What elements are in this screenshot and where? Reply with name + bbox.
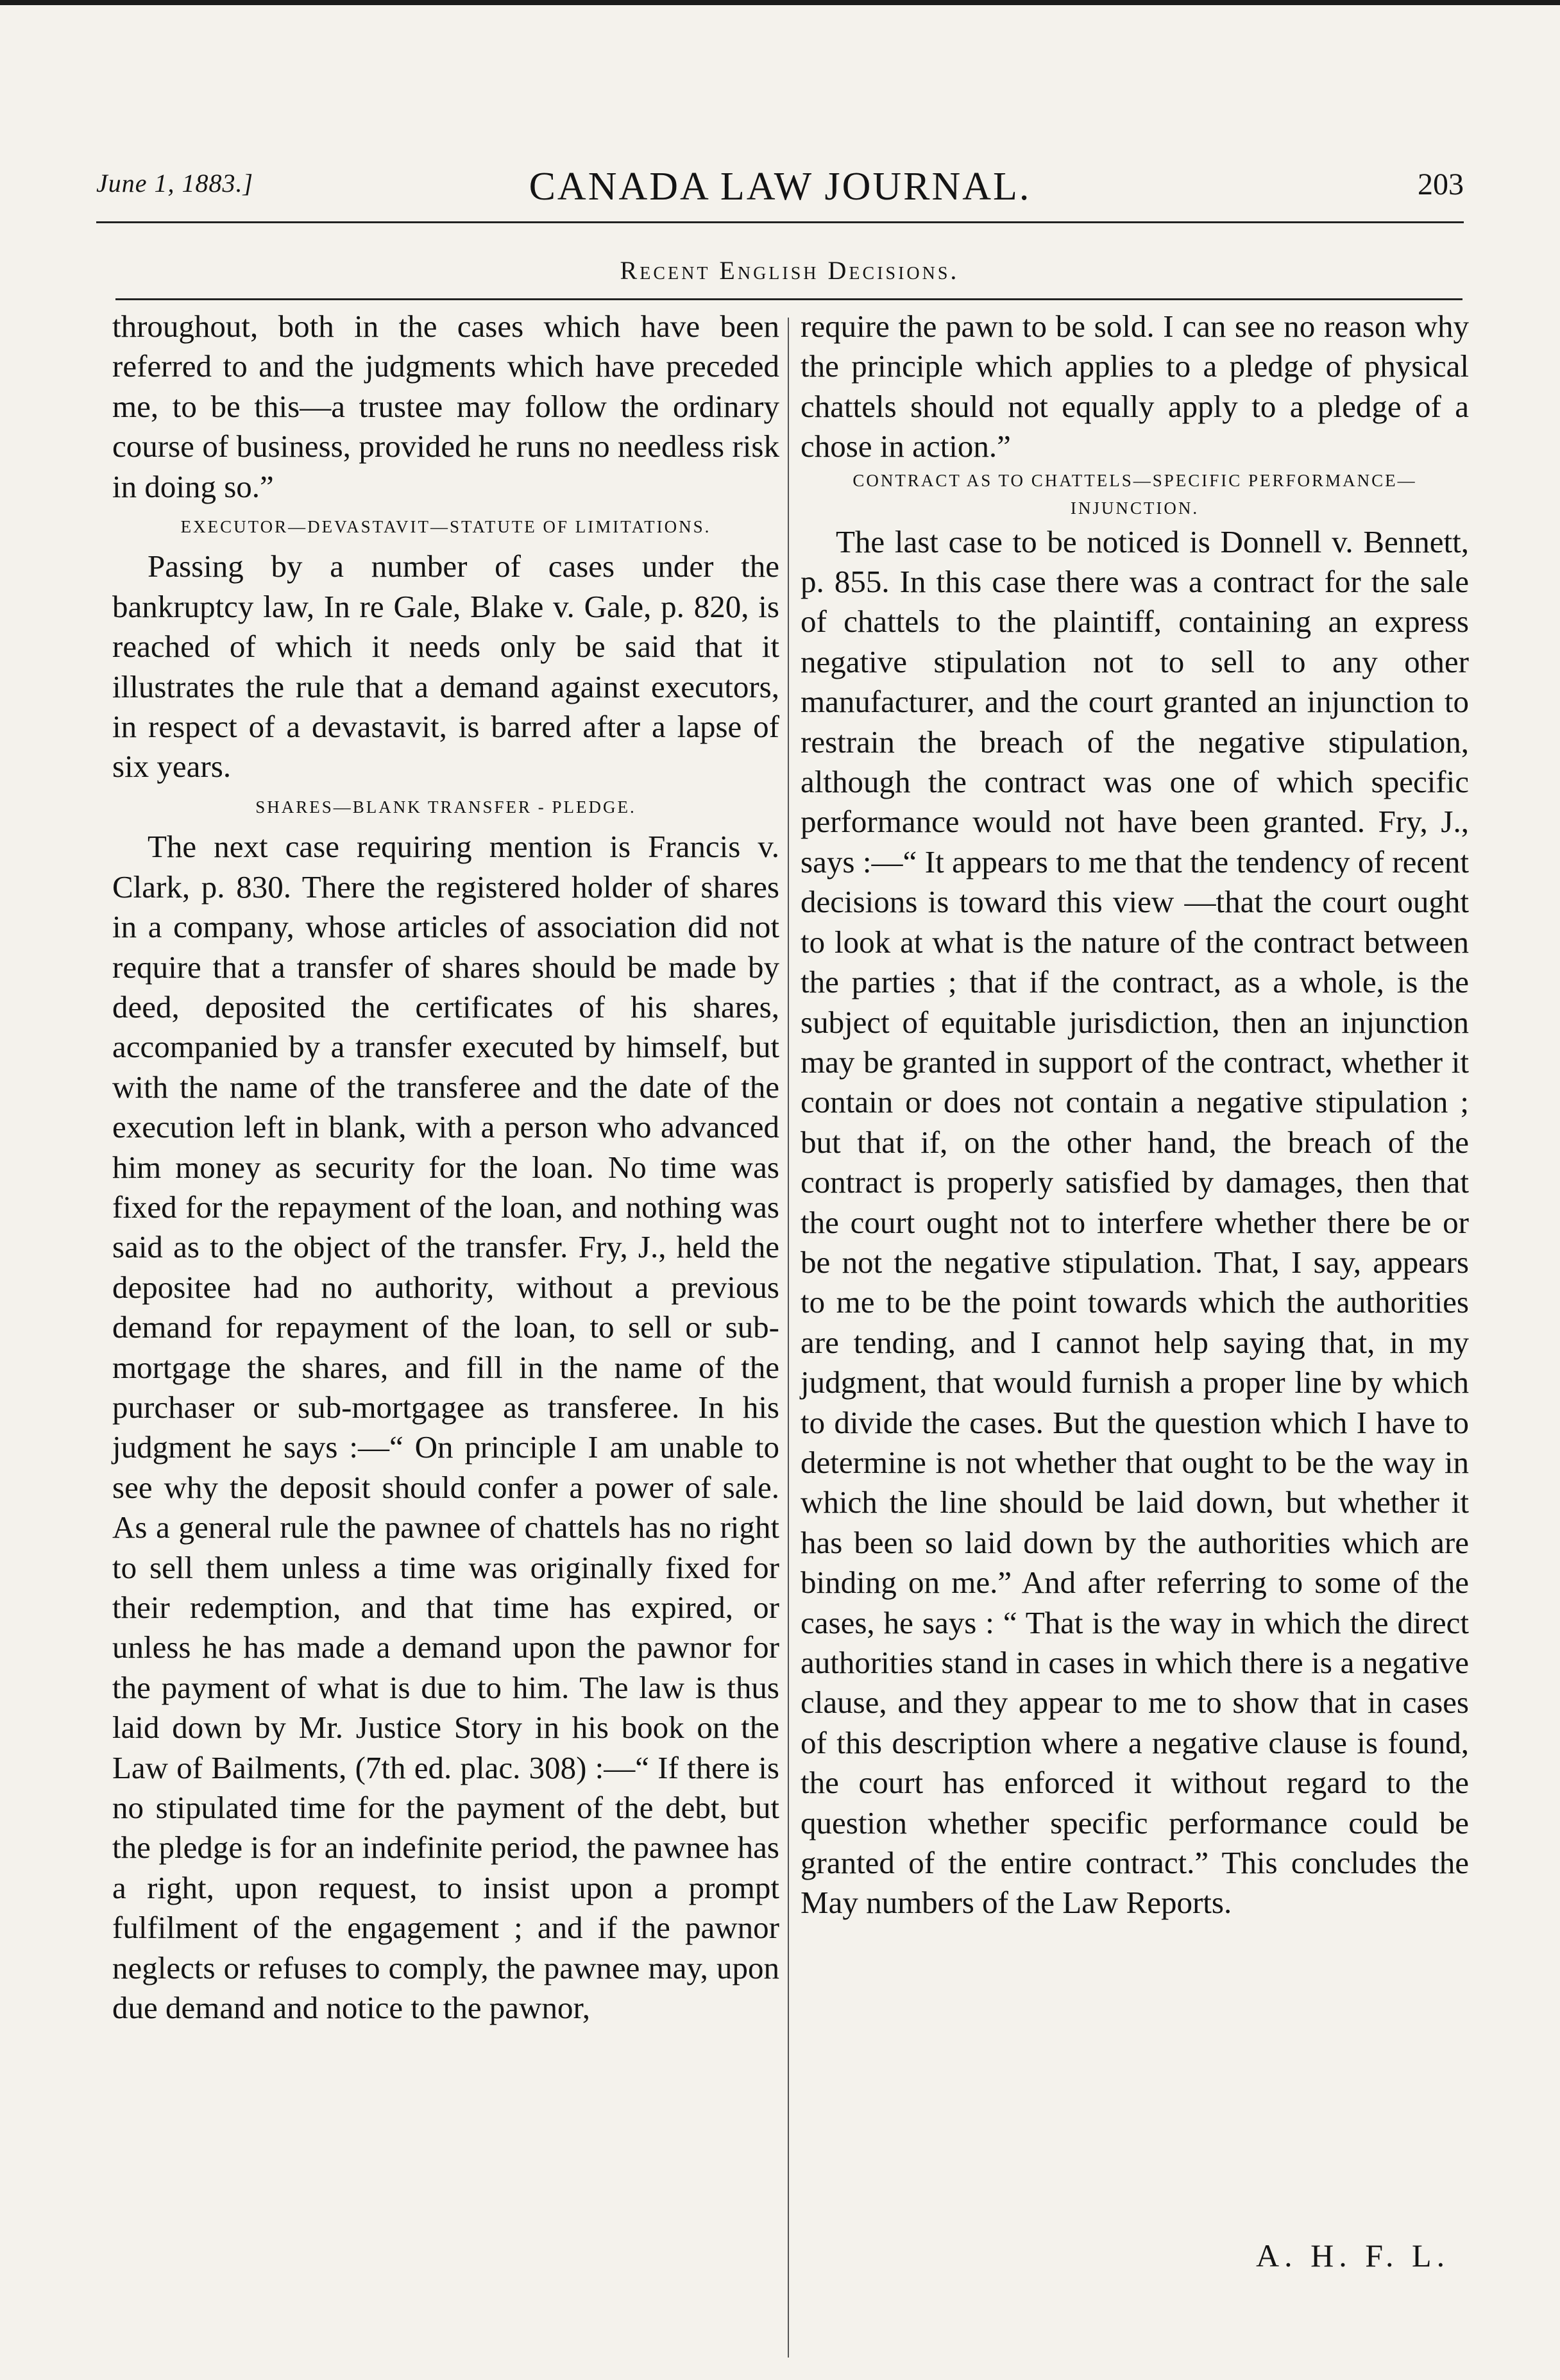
top-edge-rule bbox=[0, 0, 1560, 5]
right-column bbox=[801, 307, 1469, 1923]
left-column bbox=[112, 307, 779, 2028]
section-title: Recent English Decisions. bbox=[620, 256, 960, 285]
header-date: June 1, 1883.] bbox=[96, 169, 254, 198]
section-rule bbox=[115, 298, 1462, 300]
left-paragraph-3: The next case requiring mention is Francis v. Clark, p. 830. There the registered holder of shares in a company, whose articles of association did not require that a transfer of shares should be made by deed, deposited the certificates of his shares, accompanied by a transfer executed by himself, but with the name of the transferee and the date of the execution left in blank, with a person who advanced him money as security for the loan. No time was fixed for the repayment of the loan, and nothing was said as to the object of the transfer. Fry, J., held the depositee had no authority, without a previous demand for repayment of the loan, to sell or sub-mortgage the shares, and fill in the name of the purchaser or sub-mortgagee as transferee. In his judgment he says :—“ On principle I am unable to see why the deposit should confer a power of sale. As a general rule the pawnee of chattels has no right to sell them unless a time was originally fixed for their redemption, and that time has expired, or unless he has made a demand upon the pawnor for the payment of what is due to him. The law is thus laid down by Mr. Justice Story in his book on the Law of Bailments, (7th ed. plac. 308) :—“ If there is no stipulated time for the payment of the debt, but the pledge is for an indefinite period, the pawnee has a right, upon request, to insist upon a prompt fulfilment of the engagement ; and if the pawnor neglects or refuses to comply, the pawnee may, upon due demand and notice to the pawnor, bbox=[112, 829, 779, 2026]
left-paragraph-1: throughout, both in the cases which have been referred to and the judgments which have preceded me, to be this—a trustee may follow the ordinary course of business, provided he runs no needless risk in doing so.” bbox=[112, 309, 779, 504]
subheading-shares-blank-transfer: SHARES—BLANK TRANSFER - PLEDGE. bbox=[255, 797, 636, 817]
author-signature: A. H. F. L. bbox=[1256, 2238, 1450, 2274]
header-rule bbox=[96, 221, 1464, 223]
right-paragraph-1: require the pawn to be sold. I can see no reason why the principle which applies to a pledge of physical chattels should not equally apply to a pledge of a chose in action.” bbox=[801, 309, 1469, 464]
subheading-executor-devastavit: EXECUTOR—DEVASTAVIT—STATUTE OF LIMITATIONS. bbox=[180, 517, 711, 537]
page-number: 203 bbox=[1418, 167, 1464, 201]
column-divider bbox=[788, 318, 789, 2358]
running-header bbox=[96, 162, 1464, 213]
right-paragraph-2: The last case to be noticed is Donnell v. Bennett, p. 855. In this case there was a contract for the sale of chattels to the plaintiff, containing an express negative stipulation not to sell to any other manufacturer, and the court granted an injunction to restrain the breach of the negative stipulation, although the contract was one of which specific performance would not have been granted. Fry, J., says :—“ It appears to me that the tendency of recent decisions is toward this view —that the court ought to look at what is the nature of the contract between the parties ; that if the contract, as a whole, is the subject of equitable jurisdiction, then an injunction may be granted in support of the contract, whether it contain or does not contain a negative stipulation ; but that if, on the other hand, the breach of the contract is properly satisfied by damages, then that the court ought not to interfere whether there be or be not the negative stipulation. That, I say, appears to me to be the point towards which the authorities are tending, and I cannot help saying that, in my judgment, that would furnish a proper line by which to divide the cases. But the question which I have to determine is not whether that ought to be the way in which the line should be laid down, but whether it has been so laid down by the authorities which are binding on me.” And after referring to some of the cases, he says : “ That is the way in which the direct authorities stand in cases in which there is a negative clause, and they appear to me to show that in cases of this description where a negative clause is found, the court has enforced it without regard to the question whether specific performance could be granted of the entire contract.” This concludes the May numbers of the Law Reports. bbox=[801, 523, 1469, 1921]
left-paragraph-2: Passing by a number of cases under the bankruptcy law, In re Gale, Blake v. Gale, p. 820, is reached of which it needs only be said that it illustrates the rule that a demand against executors, in respect of a devastavit, is barred after a lapse of six years. bbox=[112, 548, 779, 785]
subheading-contract-chattels: CONTRACT AS TO CHATTELS—SPECIFIC PERFORMANCE—INJUNCTION. bbox=[852, 470, 1417, 518]
journal-title: CANADA LAW JOURNAL. bbox=[529, 165, 1031, 208]
